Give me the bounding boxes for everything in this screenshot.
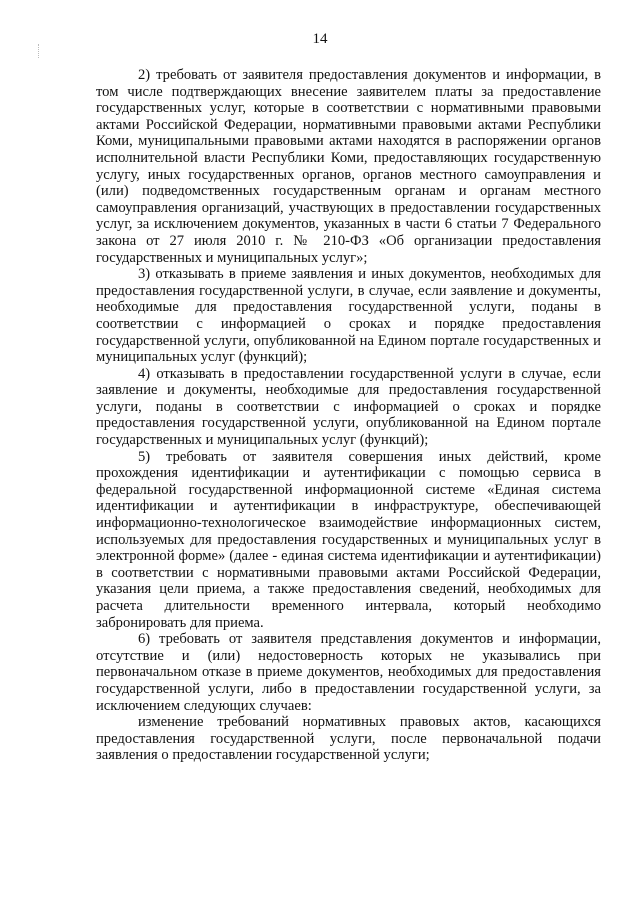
paragraph-item-2: 2) требовать от заявителя предоставления документов и информации, в том числе подтверждающих внесение заявителем платы за предоставление государственных услуг, которые в соответствии с нормативными правовыми актами Российской Федерации, нормативными правовыми актами Республики Коми, муниципальными правовыми актами находятся в распоряжении органов исполнительной власти Республики Коми, предоставляющих государственную услугу, иных государственных органов, органов местного самоуправления и (или) подведомственных государственным органам и органам местного самоуправления организаций, участвующих в предоставлении государственных услуг, за исключением документов, указанных в части 6 статьи 7 Федерального закона от 27 июля 2010 г. № 210-ФЗ «Об организации предоставления государственных и муниципальных услуг»; (96, 67, 601, 266)
document-body (96, 67, 601, 764)
paragraph-item-6: 6) требовать от заявителя представления документов и информации, отсутствие и (или) недостоверность которых не указывались при первоначальном отказе в приеме документов, необходимых для предоставления государственной услуги, либо в предоставлении государственной услуги, за исключением следующих случаев: (96, 631, 601, 714)
paragraph-exception-case: изменение требований нормативных правовых актов, касающихся предоставления государственной услуги, после первоначальной подачи заявления о предоставлении государственной услуги; (96, 714, 601, 764)
paragraph-item-4: 4) отказывать в предоставлении государственной услуги в случае, если заявление и документы, необходимые для предоставления государственной услуги, поданы в соответствии с информацией о сроках и порядке предоставления государственной услуги, опубликованной на Едином портале государственных и муниципальных услуг (функций); (96, 365, 601, 449)
page-number: 14 (312, 31, 328, 47)
paragraph-item-5: 5) требовать от заявителя совершения иных действий, кроме прохождения идентификации и аутентификации с помощью сервиса в федеральной государственной информационной системе «Единая система идентификации и аутентификации в инфраструктуре, обеспечивающей информационно-технологическое взаимодействие информационных систем, используемых для предоставления государственных и муниципальных услуг в электронной форме» (далее - единая система идентификации и аутентификации) в соответствии с нормативными правовыми актами Российской Федерации, указания цели приема, а также предоставления сведений, необходимых для расчета длительности временного интервала, который необходимо забронировать для приема. (96, 448, 601, 631)
paragraph-item-3: 3) отказывать в приеме заявления и иных документов, необходимых для предоставления государственной услуги, в случае, если заявление и документы, необходимые для предоставления государственной услуги, поданы в соответствии с информацией о сроках и порядке предоставления государственной услуги, опубликованной на Едином портале государственных и муниципальных услуг (функций); (96, 266, 601, 366)
